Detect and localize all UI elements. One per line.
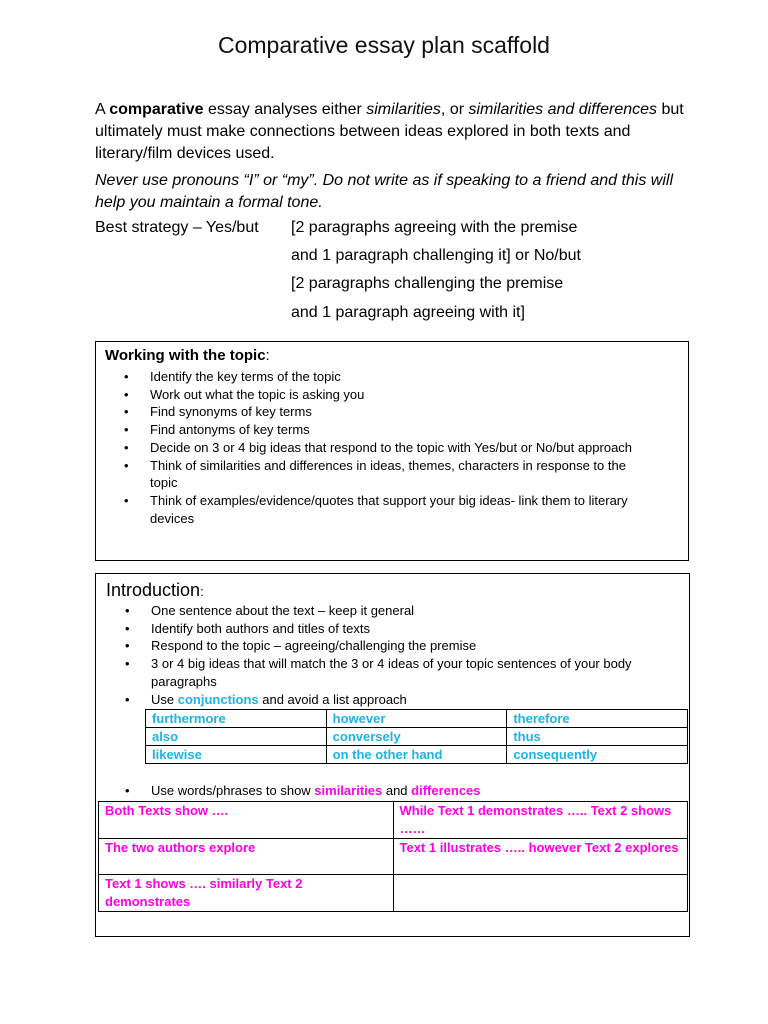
strategy-line: and 1 paragraph agreeing with it] <box>291 304 525 321</box>
bullet-icon: • <box>124 422 129 438</box>
table-cell: While Text 1 demonstrates ….. Text 2 shows …… <box>393 802 688 839</box>
bullet-icon: • <box>124 369 129 384</box>
list-item: • Respond to the topic – agreeing/challenging the premise <box>125 638 477 654</box>
introduction-heading: Introduction: <box>106 580 204 600</box>
list-item: • Identify both authors and titles of texts <box>125 620 370 636</box>
list-item: • Decide on 3 or 4 big ideas that respond to the topic with Yes/but or No/but approach <box>124 439 633 455</box>
topic-list <box>124 368 649 527</box>
bullet-icon: • <box>125 656 130 672</box>
bullet-icon: • <box>124 439 129 455</box>
list-item: • One sentence about the text – keep it general <box>125 603 415 618</box>
strategy-line: [2 paragraphs agreeing with the premise <box>291 219 578 236</box>
table-row <box>146 746 688 764</box>
conjunctions-table <box>145 709 688 764</box>
table-row <box>99 875 688 912</box>
table-cell: also <box>146 728 327 746</box>
comparison-phrases-table <box>98 801 688 912</box>
strategy-label: Best strategy – Yes/but <box>95 219 259 236</box>
table-row <box>146 710 688 728</box>
list-item: • Identify the key terms of the topic <box>124 369 341 384</box>
table-cell <box>393 875 688 912</box>
intro-text <box>95 99 695 219</box>
table-cell: furthermore <box>146 710 327 728</box>
page-title: Comparative essay plan scaffold <box>218 32 550 58</box>
bullet-icon: • <box>125 603 130 618</box>
bullet-icon: • <box>124 386 129 402</box>
formal-tone-note: Never use pronouns “I” or “my”. Do not write as if speaking to a friend and this will help you maintain a formal tone. <box>95 172 674 211</box>
bullet-icon: • <box>125 620 130 636</box>
table-cell: therefore <box>507 710 688 728</box>
differences-highlight: differences <box>411 783 481 798</box>
table-cell: likewise <box>146 746 327 764</box>
list-item: • Think of similarities and differences in ideas, themes, characters in response to the topic <box>124 457 626 491</box>
table-cell: The two authors explore <box>99 839 394 875</box>
bullet-icon: • <box>125 638 130 654</box>
similarities-instruction: • Use words/phrases to show similarities and differences <box>125 783 481 798</box>
list-item: • Find antonyms of key terms <box>124 422 310 438</box>
introduction-list <box>125 602 685 708</box>
table-cell: however <box>326 710 507 728</box>
bullet-icon: • <box>124 404 129 420</box>
table-cell: Text 1 shows …. similarly Text 2 demonstrates <box>99 875 394 912</box>
bullet-icon: • <box>124 492 129 508</box>
list-item: • Think of examples/evidence/quotes that support your big ideas- link them to literary devices <box>124 492 628 526</box>
topic-box <box>95 341 689 561</box>
intro-paragraph: A comparative essay analyses either similarities, or similarities and differences but ultimately must make connections between ideas explored in both texts and literary/film devices used. <box>95 101 684 162</box>
topic-heading: Working with the topic: <box>105 347 270 364</box>
table-cell: conversely <box>326 728 507 746</box>
bullet-icon: • <box>125 783 130 798</box>
strategy-line: and 1 paragraph challenging it] or No/but <box>291 247 581 264</box>
bullet-icon: • <box>124 457 129 473</box>
list-item: • Use conjunctions and avoid a list approach <box>125 691 407 707</box>
list-item: • Find synonyms of key terms <box>124 404 312 420</box>
strategy-line: [2 paragraphs challenging the premise <box>291 275 564 292</box>
bullet-icon: • <box>125 691 130 707</box>
list-item: • Work out what the topic is asking you <box>124 386 365 402</box>
similarities-highlight: similarities <box>314 783 383 798</box>
table-cell: on the other hand <box>326 746 507 764</box>
table-row <box>99 839 688 875</box>
table-row <box>99 802 688 839</box>
table-cell: thus <box>507 728 688 746</box>
introduction-box <box>95 573 690 937</box>
table-cell: Both Texts show …. <box>99 802 394 839</box>
conjunctions-highlight: conjunctions <box>177 691 259 707</box>
table-cell: Text 1 illustrates ….. however Text 2 explores <box>393 839 688 875</box>
table-row <box>146 728 688 746</box>
list-item: • 3 or 4 big ideas that will match the 3 or 4 ideas of your topic sentences of your body paragraphs <box>125 656 632 689</box>
table-cell: consequently <box>507 746 688 764</box>
